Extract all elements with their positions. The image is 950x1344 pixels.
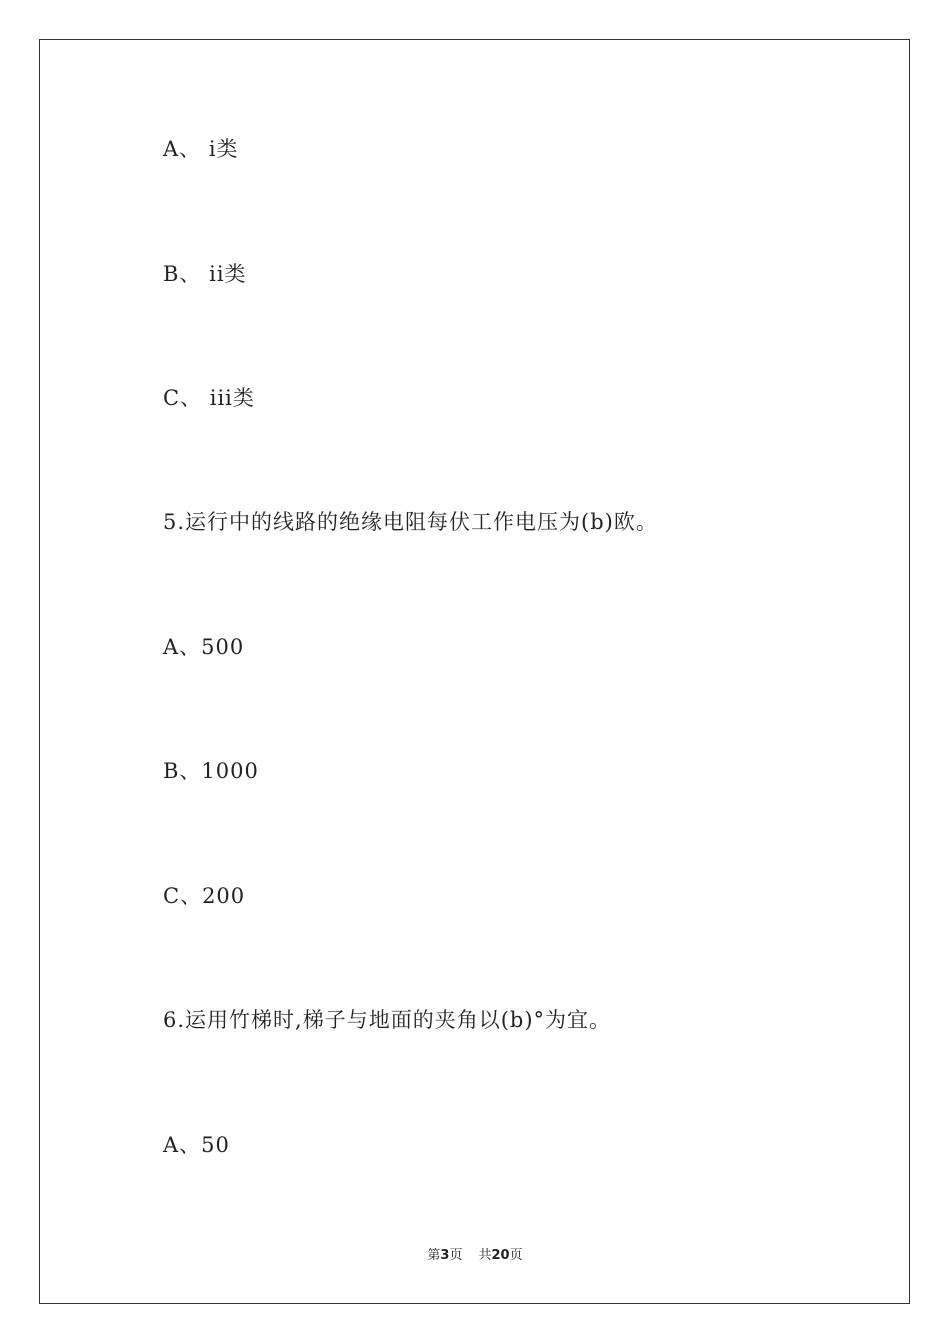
option-c-q5: C、200 (163, 884, 246, 908)
option-a-q4: A、 i类 (163, 137, 239, 161)
footer-total-suffix: 页 (509, 1248, 523, 1263)
option-a-q6: A、50 (163, 1133, 230, 1157)
option-b-q5: B、1000 (163, 759, 259, 783)
option-a-q5: A、500 (163, 635, 245, 659)
footer-page-suffix: 页 (449, 1248, 463, 1263)
page-footer (0, 1247, 950, 1265)
footer-page-number: 3 (440, 1248, 450, 1263)
footer-page-prefix: 第 (427, 1248, 441, 1263)
option-b-q4: B、 ii类 (163, 262, 247, 286)
option-c-q4: C、 iii类 (163, 386, 255, 410)
page-frame (39, 39, 910, 1304)
footer-total-prefix: 共 (478, 1248, 492, 1263)
question-5: 5.运行中的线路的绝缘电阻每伏工作电压为(b)欧。 (163, 510, 658, 534)
question-6: 6.运用竹梯时,梯子与地面的夹角以(b)°为宜。 (163, 1008, 612, 1032)
footer-total-pages: 20 (491, 1248, 510, 1263)
